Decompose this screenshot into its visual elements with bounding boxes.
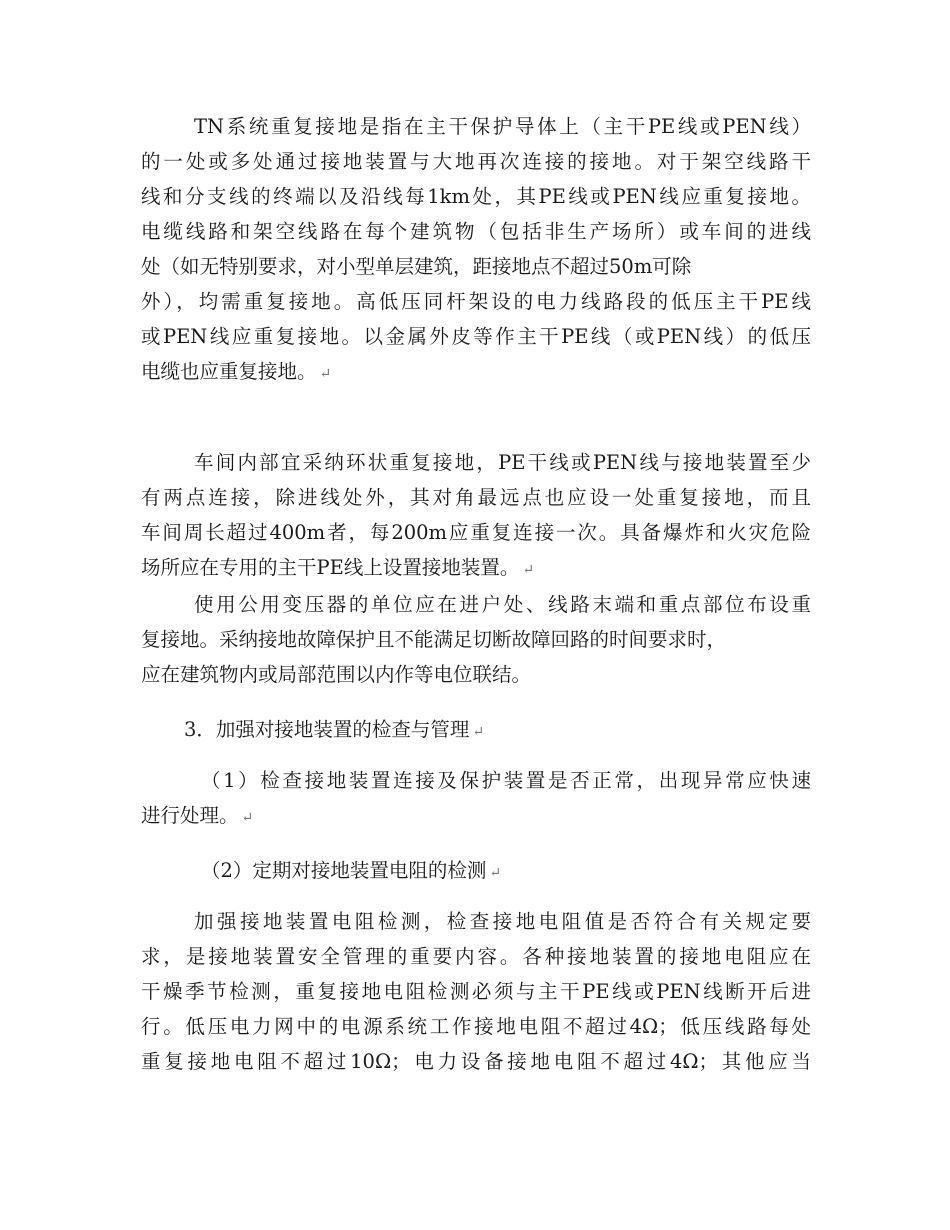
list-item-check-connection (141, 763, 811, 833)
text-line: 使用公用变压器的单位应在进户处、线路末端和重点部位布设重 (194, 593, 811, 616)
text-line: （1）检查接地装置连接及保护装置是否正常，出现异常应快速 (201, 769, 811, 792)
paragraph-mark-icon: ↵ (522, 562, 535, 578)
text-line-end (141, 798, 811, 833)
text-line: 车间内部宜采纳环状重复接地，PE干线或PEN线与接地装置至少 (194, 451, 811, 474)
text-line: 有两点连接，除进线处外，其对角最远点也应设一处重复接地，而且 (141, 486, 811, 509)
section-heading (141, 712, 811, 747)
paragraph-mark-icon: ↵ (241, 810, 254, 826)
text-line: 重复接地电阻不超过10Ω；电力设备接地电阻不超过4Ω；其他应当 (141, 1050, 811, 1073)
paragraph-public-transformer (141, 587, 811, 692)
text-line: 应在建筑物内或局部范围以内作等电位联结。 (141, 663, 532, 686)
text-line: 车间周长超过400m者，每200m应重复连接一次。具备爆炸和火灾危险 (141, 521, 811, 544)
text-line-end (141, 712, 811, 747)
text-line: 或PEN线应重复接地。以金属外皮等作主干PE线（或PEN线）的低压 (141, 325, 811, 348)
text-line: TN系统重复接地是指在主干保护导体上（主干PE线或PEN线） (194, 115, 811, 138)
text-line-content: 电缆也应重复接地。 (141, 360, 317, 383)
list-item-resistance-test (141, 853, 811, 888)
text-line: 求，是接地装置安全管理的重要内容。各种接地装置的接地电阻应在 (141, 945, 811, 968)
paragraph-mark-icon: ↵ (472, 724, 485, 740)
text-line: 复接地。采纳接地故障保护且不能满足切断故障回路的时间要求时， (141, 628, 727, 651)
text-line: 的一处或多处通过接地装置与大地再次连接的接地。对于架空线路干 (141, 150, 811, 173)
text-line-end (141, 550, 811, 585)
text-line-end (141, 853, 811, 888)
paragraph-mark-icon: ↵ (489, 865, 502, 881)
text-line: 干燥季节检测，重复接地电阻检测必须与主干PE线或PEN线断开后进 (141, 980, 811, 1003)
text-line: 外），均需重复接地。高低压同杆架设的电力线路段的低压主干PE线 (141, 290, 811, 313)
text-line-content: （2）定期对接地装置电阻的检测 (201, 859, 487, 882)
heading-text: 3．加强对接地装置的检查与管理 (184, 718, 470, 741)
text-line: 加强接地装置电阻检测，检查接地电阻值是否符合有关规定要 (194, 910, 811, 933)
paragraph-workshop-grounding (141, 445, 811, 585)
text-line: 线和分支线的终端以及沿线每1km处，其PE线或PEN线应重复接地。 (141, 185, 811, 208)
paragraph-resistance-requirements (141, 904, 811, 1079)
text-line-end (141, 354, 811, 389)
text-line-content: 场所应在专用的主干PE线上设置接地装置。 (141, 556, 520, 579)
text-line: 处（如无特别要求，对小型单层建筑，距接地点不超过50m可除 (141, 255, 692, 278)
paragraph-repeat-grounding (141, 109, 811, 389)
paragraph-mark-icon: ↵ (319, 366, 332, 382)
text-line-content: 进行处理。 (141, 804, 239, 827)
text-line: 电缆线路和架空线路在每个建筑物（包括非生产场所）或车间的进线 (141, 220, 811, 243)
text-line: 行。低压电力网中的电源系统工作接地电阻不超过4Ω；低压线路每处 (141, 1015, 811, 1038)
